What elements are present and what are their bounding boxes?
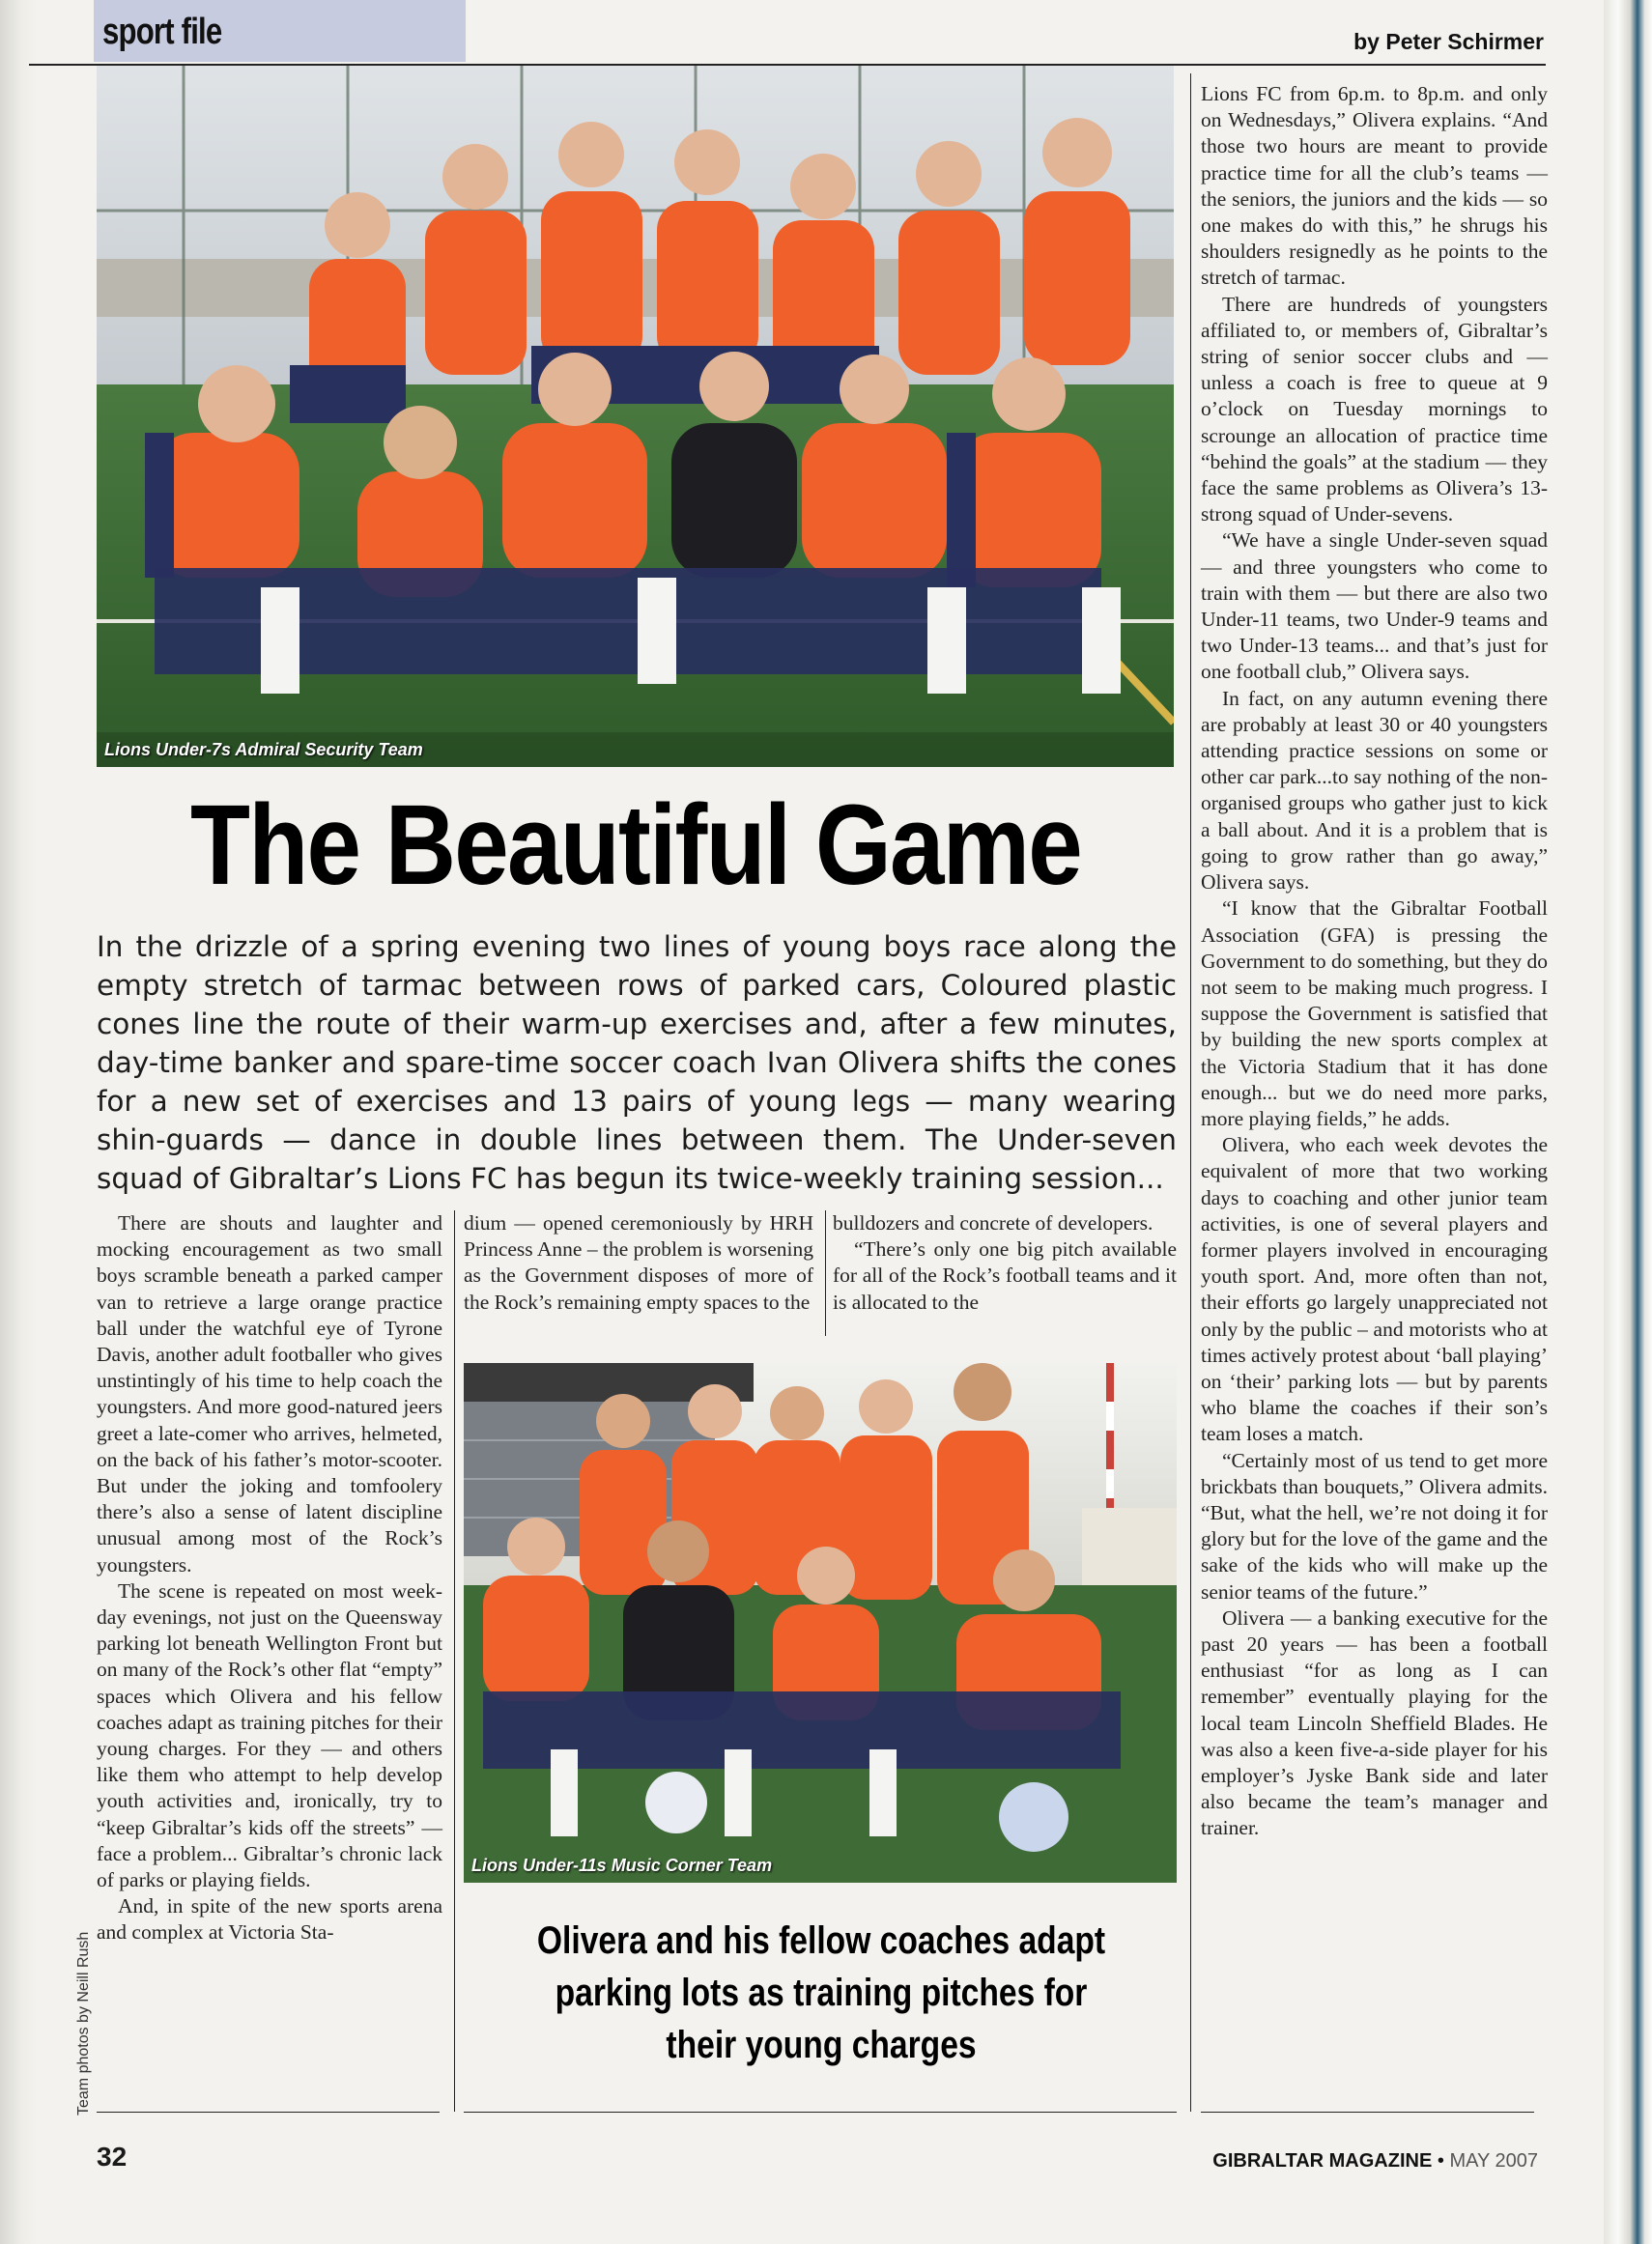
footer-rule bbox=[464, 2112, 1177, 2113]
body-paragraph: “Certainly most of us tend to get more brickbats than bouquets,” Olivera admits. “But, what the hell, we’re not doing it for glory but for the love of the game and the sake of the kids who will make up the senior teams of the future.” bbox=[1201, 1448, 1548, 1604]
column-divider bbox=[825, 1210, 826, 1336]
column-divider bbox=[454, 1210, 455, 2112]
body-paragraph: The scene is repeated on most week-day evenings, not just on the Queensway parking lot beneath Wellington Front but on many of the Rock’s other flat “empty” spaces which Olivera and his fellow coaches adapt as training pitches for their young charges. For they — and others like them who attempt to help develop youth activities and, ironically, try to “keep Gibraltar’s kids off the streets” — face a problem... Gibraltar’s chronic lack of parks or playing fields. bbox=[97, 1578, 442, 1892]
body-paragraph: There are shouts and laughter and mocking encouragement as two small boys scramble beneath a parked camper van to retrieve a large orange practice ball under the watchful eye of Tyrone Davis, another adult footballer who gives unstintingly of his time to help coach the youngsters. And more good-natured jeers greet a late-comer who arrives, helmeted, on the back of his father’s motor-scooter. But under the joking and tomfoolery there’s also a sense of latent discipline unusual among most of the Rock’s youngsters. bbox=[97, 1211, 442, 1576]
body-column-2 bbox=[464, 1210, 813, 1316]
body-column-4 bbox=[1201, 81, 1548, 1842]
body-paragraph: In fact, on any autumn evening there are probably at least 30 or 40 youngsters attending practice sessions on some or other car park...to say nothing of the non-organised groups who gather just to kick a ball about. And it is a problem that is going to grow rather than go away,” Olivera says. bbox=[1201, 686, 1548, 895]
body-paragraph: bulldozers and concrete of developers. bbox=[833, 1211, 1154, 1235]
body-paragraph: And, in spite of the new sports arena and complex at Victoria Sta- bbox=[97, 1894, 442, 1945]
photo-credit: Team photos by Neill Rush bbox=[75, 1931, 92, 2116]
page-gutter-shadow bbox=[0, 0, 37, 2244]
middle-team-photo bbox=[464, 1363, 1177, 1883]
top-photo-caption: Lions Under-7s Admiral Security Team bbox=[104, 740, 423, 759]
byline: by Peter Schirmer bbox=[1353, 29, 1544, 54]
body-paragraph: Olivera, who each week devotes the equivalent of more that two working days to coaching and other junior team activities, is one of several players and former players involved in encouraging youth sport. And, more often than not, their efforts go largely unappreciated not only by the public – and motorists who at times actively protest about ‘ball playing’ on ‘their’ parking lots — but by parents who blame the coaches if their son’s team loses a match. bbox=[1201, 1133, 1548, 1446]
body-paragraph: “We have a single Under-seven squad — and three youngsters who come to train with them — but there are also two Under-11 teams, two Under-9 teams and two Under-13 teams... and that’s just for one football club,” Olivera says. bbox=[1201, 528, 1548, 684]
body-paragraph: Olivera — a banking executive for the past 20 years — has been a football enthusiast “for as long as I can remember” eventually playing for the local team Lincoln Sheffield Blades. He was also a keen five-a-side player for his employer’s Jyske Bank side and later also became the team’s manager and trainer. bbox=[1201, 1605, 1548, 1840]
next-page-edge bbox=[1604, 0, 1652, 2244]
column-divider bbox=[1190, 73, 1191, 2112]
pull-quote: Olivera and his fellow coaches adapt parking lots as training pitches for their young charges bbox=[536, 1919, 1106, 2066]
middle-photo-caption: Lions Under-11s Music Corner Team bbox=[471, 1856, 773, 1875]
footer-separator: • bbox=[1437, 2150, 1444, 2172]
footer-rule bbox=[97, 2112, 440, 2113]
footer-rule bbox=[1201, 2112, 1534, 2113]
body-column-3 bbox=[833, 1210, 1177, 1316]
lede-paragraph: In the drizzle of a spring evening two lines of young boys race along the empty stretch of tarmac between rows of parked cars, Coloured plastic cones line the route of their warm-up exercises and, after a few minutes, day-time banker and spare-time soccer coach Ivan Olivera shifts the cones for a new set of exercises and 13 pairs of young legs — many wearing shin-guards — dance in double lines between them. The Under-seven squad of Gibraltar’s Lions FC has begun its twice-weekly training session... bbox=[97, 930, 1177, 1195]
magazine-name: GIBRALTAR MAGAZINE bbox=[1212, 2150, 1433, 2172]
issue-date: MAY 2007 bbox=[1449, 2150, 1538, 2172]
footer-masthead bbox=[1212, 2150, 1538, 2173]
body-paragraph: Lions FC from 6p.m. to 8p.m. and only on Wednesdays,” Olivera explains. “And those two hours are meant to provide practice time for all the club’s teams — the seniors, the juniors and the kids — so one makes do with this,” he shrugs his shoulders resignedly as he points to the stretch of tarmac. bbox=[1201, 82, 1548, 290]
body-paragraph: “I know that the Gibraltar Football Association (GFA) is pressing the Government to do something, but they do not seem to be making much progress. I suppose the Government is satisfied that by building the new sports complex at the Victoria Stadium that it has done enough... but we do need more parks, more playing fields,” he adds. bbox=[1201, 896, 1548, 1130]
body-paragraph: dium — opened ceremoniously by HRH Princess Anne – the problem is worsening as the Government disposes of more of the Rock’s remaining empty spaces to the bbox=[464, 1211, 813, 1314]
page-number: 32 bbox=[97, 2142, 128, 2172]
top-team-photo bbox=[97, 66, 1174, 767]
headline: The Beautiful Game bbox=[189, 781, 1082, 909]
body-paragraph: “There’s only one big pitch available for all of the Rock’s football teams and it is allocated to the bbox=[833, 1237, 1177, 1314]
body-column-1 bbox=[97, 1210, 442, 1946]
body-paragraph: There are hundreds of youngsters affiliated to, or members of, Gibraltar’s string of senior soccer clubs and — unless a coach is free to queue at 9 o’clock on Tuesday mornings to scrounge an allocation of practice time “behind the goals” at the stadium — they face the same problems as Olivera’s 13-strong squad of Under-sevens. bbox=[1201, 292, 1548, 526]
section-label: sport file bbox=[102, 12, 222, 52]
